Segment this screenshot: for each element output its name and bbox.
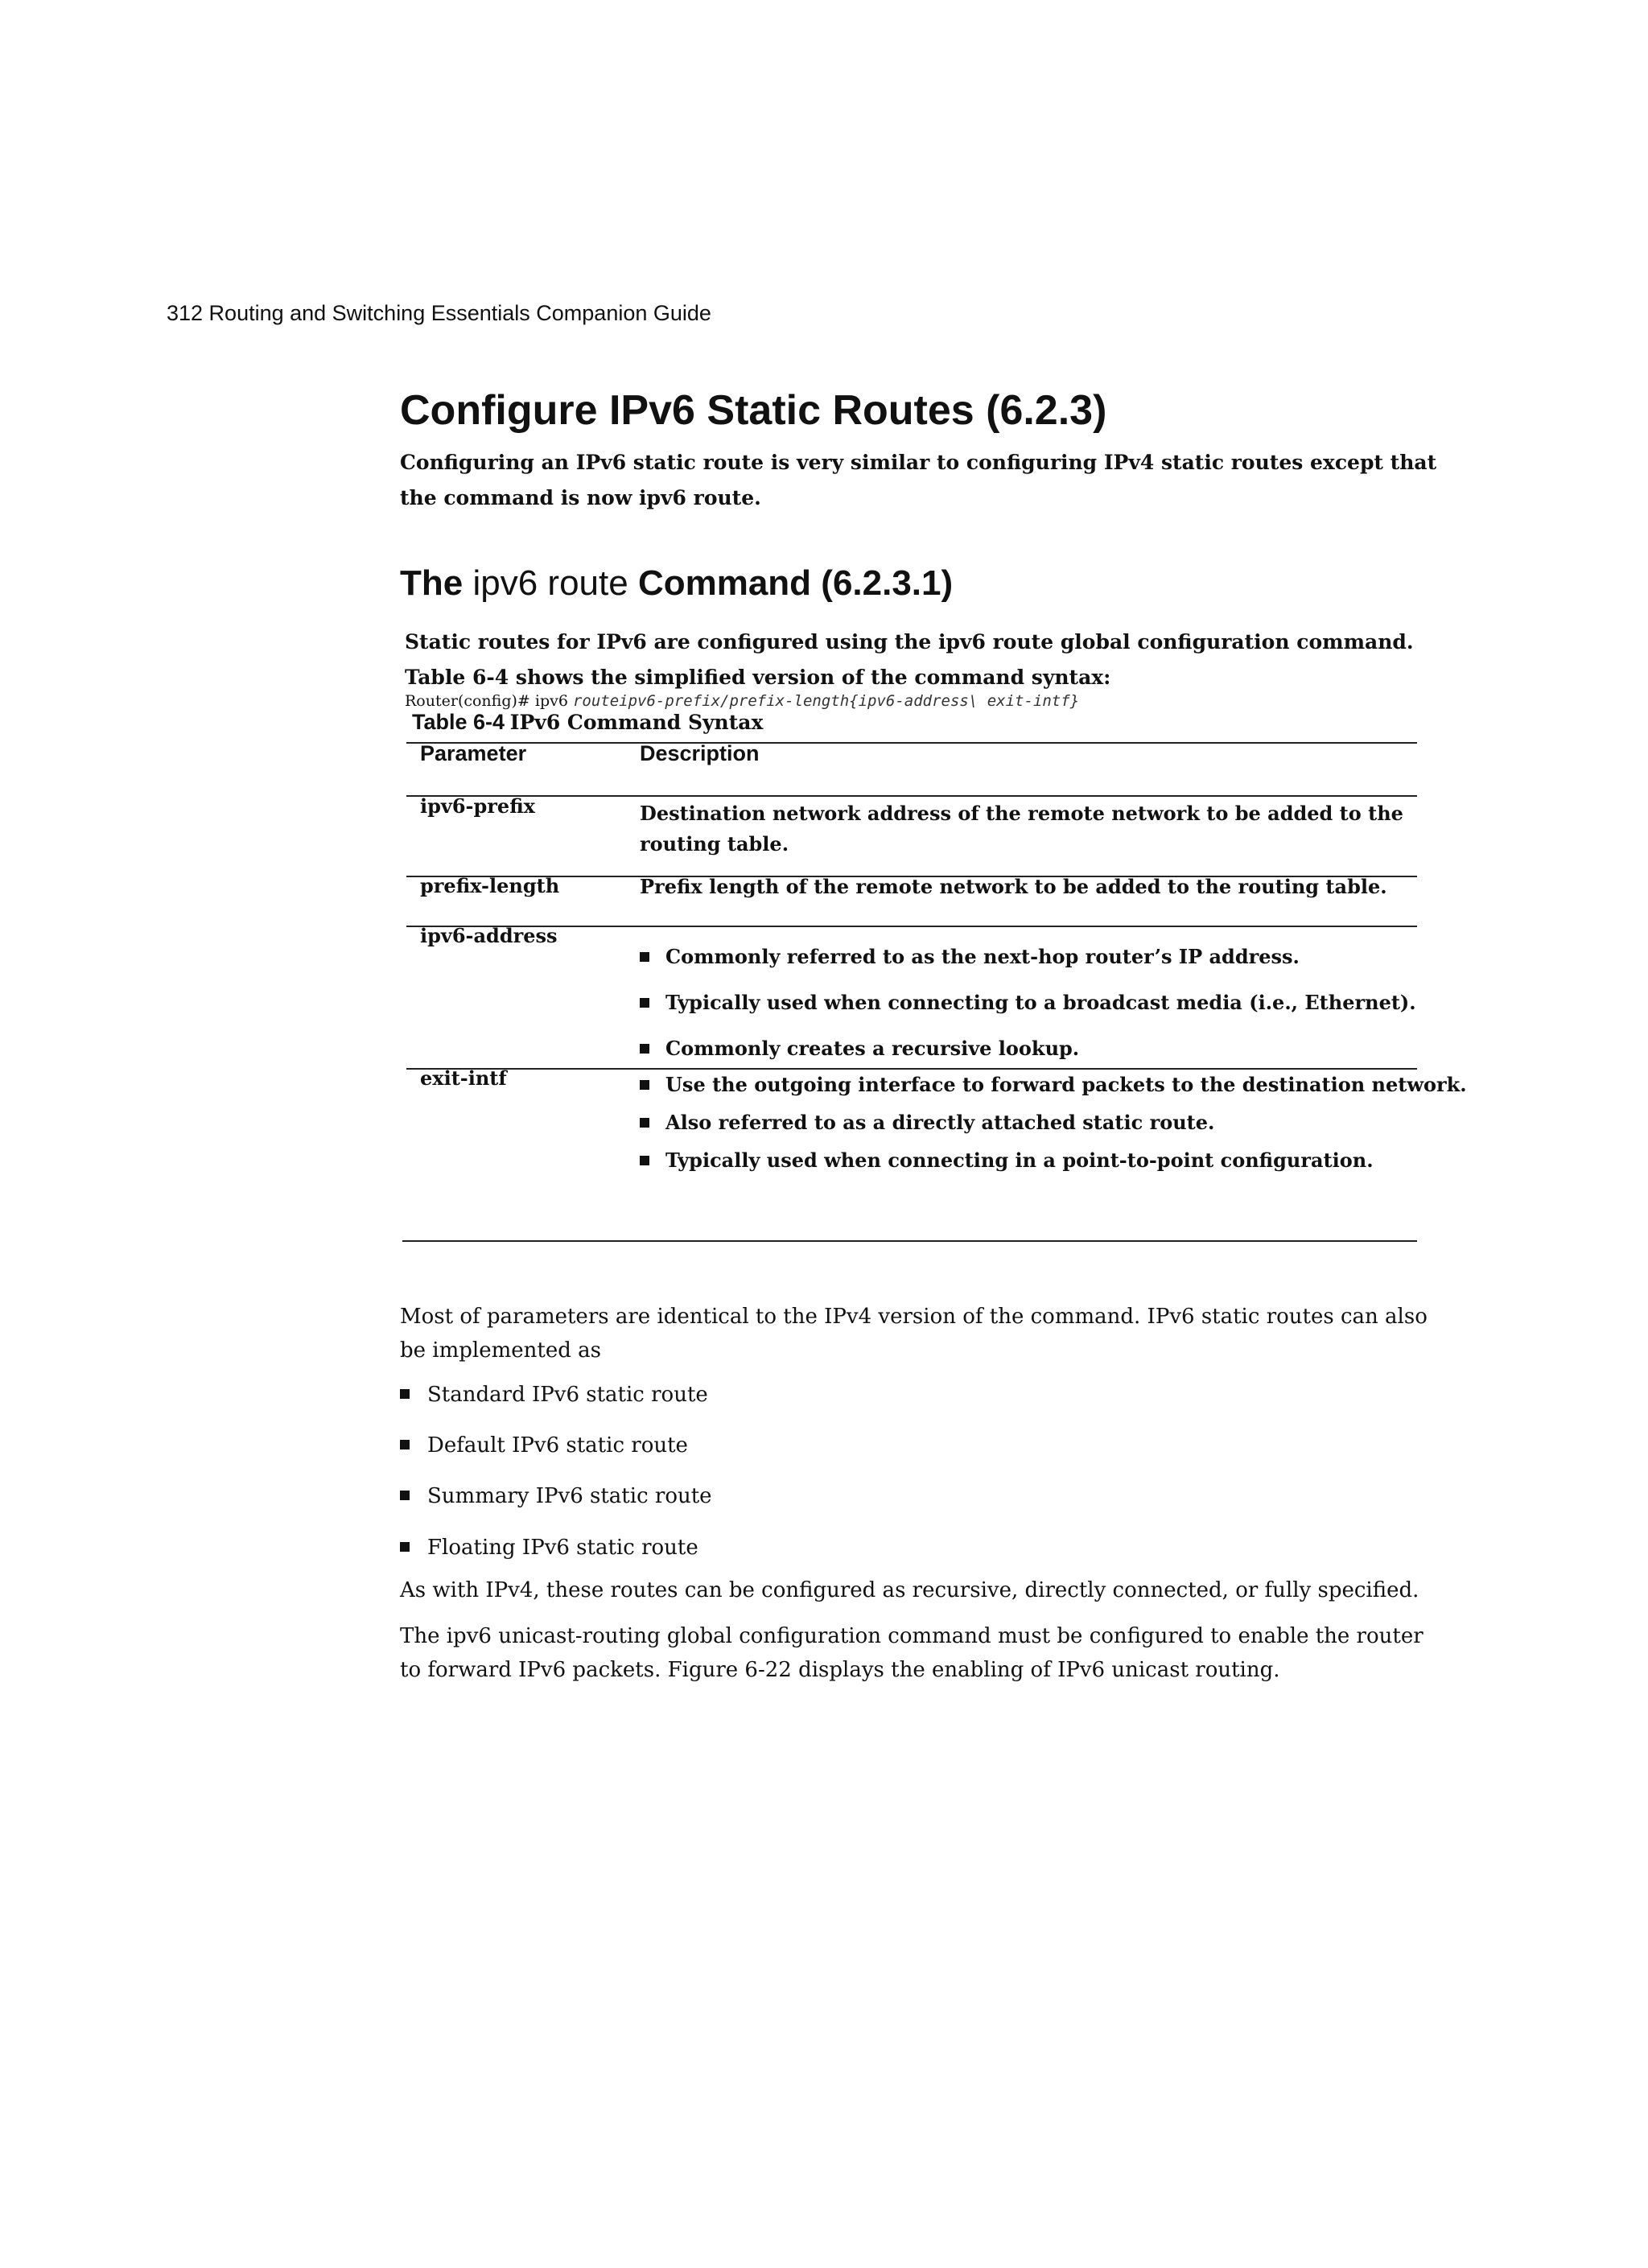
table-caption-title: IPv6 Command Syntax	[509, 711, 764, 734]
table-row-rule	[406, 1068, 1417, 1070]
list-item	[400, 1484, 712, 1508]
table-param: prefix-length	[420, 874, 560, 897]
table-bullet	[640, 1111, 1428, 1134]
table-caption-number: Table 6-4	[412, 710, 505, 734]
bullet-square-icon	[400, 1440, 410, 1449]
table-param: exit-intf	[420, 1066, 507, 1090]
list-item-text: Standard IPv6 static route	[427, 1383, 708, 1407]
table-header-parameter: Parameter	[420, 741, 527, 765]
command-prefix: Router(config)# ipv6	[405, 692, 573, 710]
bullet-square-icon	[640, 998, 649, 1008]
subsection-title-the: The	[400, 563, 464, 603]
command-syntax	[405, 692, 1079, 711]
bullet-square-icon	[400, 1389, 410, 1399]
table-bullet	[640, 1148, 1428, 1172]
table-desc: Destination network address of the remote network to be added to the routing table.	[640, 802, 1403, 856]
table-row-rule	[406, 926, 1417, 927]
list-item-text: Default IPv6 static route	[427, 1433, 688, 1458]
table-header-description: Description	[640, 741, 760, 765]
table-header-rule	[406, 795, 1417, 797]
table-desc: Prefix length of the remote network to be added to the routing table.	[640, 875, 1387, 898]
table-param: ipv6-address	[420, 924, 558, 947]
list-item-text: Summary IPv6 static route	[427, 1484, 712, 1508]
bullet-square-icon	[640, 1118, 649, 1128]
body-paragraph: Most of parameters are identical to the IPv4 version of the command. IPv6 static routes can also be implemented as	[400, 1305, 1428, 1363]
body-paragraph: The ipv6 unicast-routing global configuration command must be configured to enable the router to forward IPv6 packets. Figure 6-22 displays the enabling of IPv6 unicast routing.	[400, 1624, 1423, 1682]
section-intro: Configuring an IPv6 static route is very similar to configuring IPv4 static routes except that the command is now ipv6 route.	[400, 451, 1437, 509]
table-bullet-text: Commonly referred to as the next-hop router’s IP address.	[665, 945, 1300, 968]
list-item	[400, 1433, 688, 1458]
list-item	[400, 1536, 698, 1560]
subsection-title	[400, 563, 953, 604]
table-bullet	[640, 991, 1428, 1014]
list-item-text: Floating IPv6 static route	[427, 1536, 698, 1560]
table-bullet-text: Typically used when connecting to a broadcast media (i.e., Ethernet).	[665, 991, 1416, 1014]
bullet-square-icon	[400, 1542, 410, 1552]
bullet-square-icon	[640, 1156, 649, 1165]
running-head: 312 Routing and Switching Essentials Companion Guide	[167, 301, 711, 325]
table-bullet	[640, 1073, 1467, 1096]
subsection-title-command: ipv6 route	[472, 563, 628, 603]
section-title: Configure IPv6 Static Routes (6.2.3)	[400, 387, 1107, 434]
table-bullet-text: Use the outgoing interface to forward packets to the destination network.	[665, 1073, 1467, 1096]
table-caption	[412, 710, 763, 735]
body-paragraph: As with IPv4, these routes can be configured as recursive, directly connected, or fully specified.	[400, 1578, 1419, 1602]
subsection-title-rest: Command (6.2.3.1)	[637, 563, 954, 603]
bullet-square-icon	[640, 1080, 649, 1090]
table-bullet-text: Typically used when connecting in a point-to-point configuration.	[665, 1148, 1374, 1172]
bullet-square-icon	[400, 1491, 410, 1500]
bullet-square-icon	[640, 952, 649, 962]
list-item	[400, 1383, 708, 1407]
syntax-paragraph: Static routes for IPv6 are configured using the ipv6 route global configuration command. Table 6-4 shows the simplified version of the command syntax:	[405, 630, 1414, 689]
command-args: routeipv6-prefix/prefix-length{ipv6-address\ exit-intf}	[572, 692, 1080, 710]
bullet-square-icon	[640, 1044, 649, 1054]
table-bullet-text: Also referred to as a directly attached static route.	[665, 1111, 1215, 1134]
table-top-rule	[406, 742, 1417, 744]
table-bullet	[640, 945, 1428, 968]
table-bullet	[640, 1037, 1428, 1060]
table-bullet-text: Commonly creates a recursive lookup.	[665, 1037, 1080, 1060]
table-bottom-rule	[402, 1240, 1417, 1242]
table-param: ipv6-prefix	[420, 794, 535, 818]
